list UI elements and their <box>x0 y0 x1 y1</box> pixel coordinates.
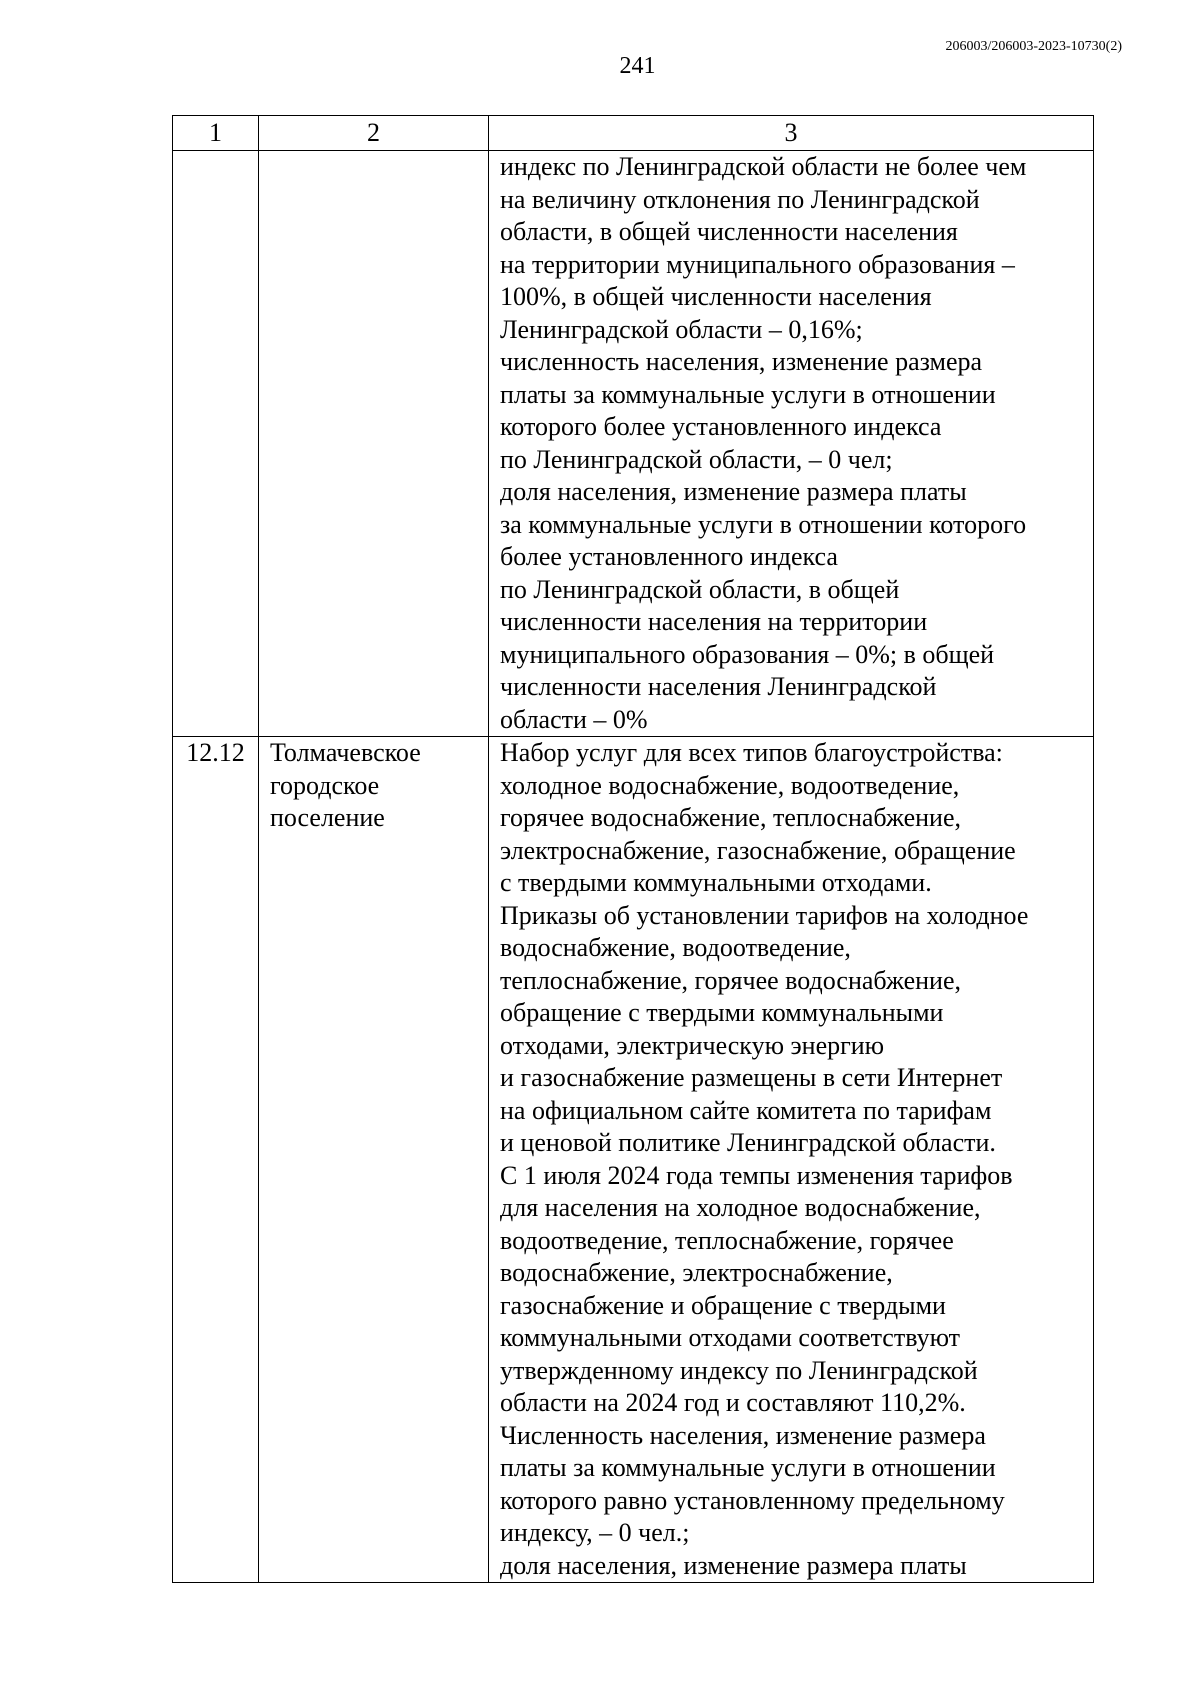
text-line: области – 0% <box>500 704 648 734</box>
text-line: которого более установленного индекса <box>500 412 942 441</box>
table-header-row <box>173 116 1094 151</box>
text-line: области, в общей численности населения <box>500 217 958 246</box>
text-line: численности населения Ленинградской <box>500 672 937 701</box>
text-line: Ленинградской области – 0,16%; <box>500 314 863 344</box>
column-header-1: 1 <box>173 116 259 151</box>
text-line: на территории муниципального образования – <box>500 249 1015 279</box>
text-line: которого равно установленному предельному <box>500 1485 1005 1515</box>
column-header-3: 3 <box>489 116 1094 151</box>
text-line: платы за коммунальные услуги в отношении <box>500 1453 996 1482</box>
text-line: и газоснабжение размещены в сети Интернет <box>500 1063 1003 1092</box>
text-line: утвержденному индексу по Ленинградской <box>500 1355 978 1385</box>
text-line: доля населения, изменение размера платы <box>500 477 967 506</box>
text-line: для населения на холодное водоснабжение, <box>500 1193 981 1222</box>
text-line: с твердыми коммунальными отходами. <box>500 868 932 897</box>
text-line: платы за коммунальные услуги в отношении <box>500 379 996 409</box>
text-line: на официальном сайте комитета по тарифам <box>500 1095 992 1125</box>
text-line: доля населения, изменение размера платы <box>500 1550 967 1580</box>
description-cell <box>489 151 1094 737</box>
text-line: численность населения, изменение размера <box>500 347 983 376</box>
table-row <box>173 737 1094 1583</box>
text-line: газоснабжение и обращение с твердыми <box>500 1290 946 1320</box>
text-line: области на 2024 год и составляют 110,2%. <box>500 1388 966 1417</box>
data-table <box>172 115 1094 1583</box>
settlement-name-line: поселение <box>270 803 385 832</box>
settlement-name-cell <box>259 151 489 737</box>
text-line: обращение с твердыми коммунальными <box>500 998 944 1027</box>
text-line: водоснабжение, водоотведение, <box>500 933 851 962</box>
column-header-2: 2 <box>259 116 489 151</box>
text-line: холодное водоснабжение, водоотведение, <box>500 770 960 800</box>
text-line: Набор услуг для всех типов благоустройства: <box>500 738 1003 767</box>
text-line: индекс по Ленинградской области не более чем <box>500 152 1027 181</box>
page-number: 241 <box>619 53 656 79</box>
text-line: на величину отклонения по Ленинградской <box>500 184 980 214</box>
text-line: теплоснабжение, горячее водоснабжение, <box>500 965 962 995</box>
text-line: по Ленинградской области, в общей <box>500 574 900 604</box>
text-line: по Ленинградской области, – 0 чел; <box>500 444 893 474</box>
settlement-name-cell <box>259 737 489 1583</box>
text-line: С 1 июля 2024 года темпы изменения тарифов <box>500 1160 1013 1190</box>
text-line: горячее водоснабжение, теплоснабжение, <box>500 803 962 832</box>
description-cell <box>489 737 1094 1583</box>
text-line: электроснабжение, газоснабжение, обращение <box>500 835 1016 865</box>
text-line: 100%, в общей численности населения <box>500 282 932 311</box>
settlement-name-line: городское <box>270 770 380 800</box>
text-line: отходами, электрическую энергию <box>500 1030 885 1060</box>
row-number-cell <box>173 737 259 1583</box>
row-number-cell <box>173 151 259 737</box>
text-line: более установленного индекса <box>500 542 838 571</box>
text-line: Приказы об установлении тарифов на холодное <box>500 900 1029 930</box>
settlement-name-line: Толмачевское <box>270 738 421 767</box>
text-line: коммунальными отходами соответствуют <box>500 1323 961 1352</box>
text-line: индексу, – 0 чел.; <box>500 1518 690 1547</box>
text-line: Численность населения, изменение размера <box>500 1420 986 1450</box>
text-line: водоснабжение, электроснабжение, <box>500 1258 893 1287</box>
text-line: численности населения на территории <box>500 607 928 636</box>
table-row <box>173 151 1094 737</box>
text-line: и ценовой политике Ленинградской области. <box>500 1128 996 1157</box>
row-number: 12.12 <box>186 738 245 767</box>
text-line: за коммунальные услуги в отношении которого <box>500 509 1027 539</box>
text-line: водоотведение, теплоснабжение, горячее <box>500 1225 954 1255</box>
document-id: 206003/206003-2023-10730(2) <box>945 39 1122 54</box>
text-line: муниципального образования – 0%; в общей <box>500 639 995 669</box>
